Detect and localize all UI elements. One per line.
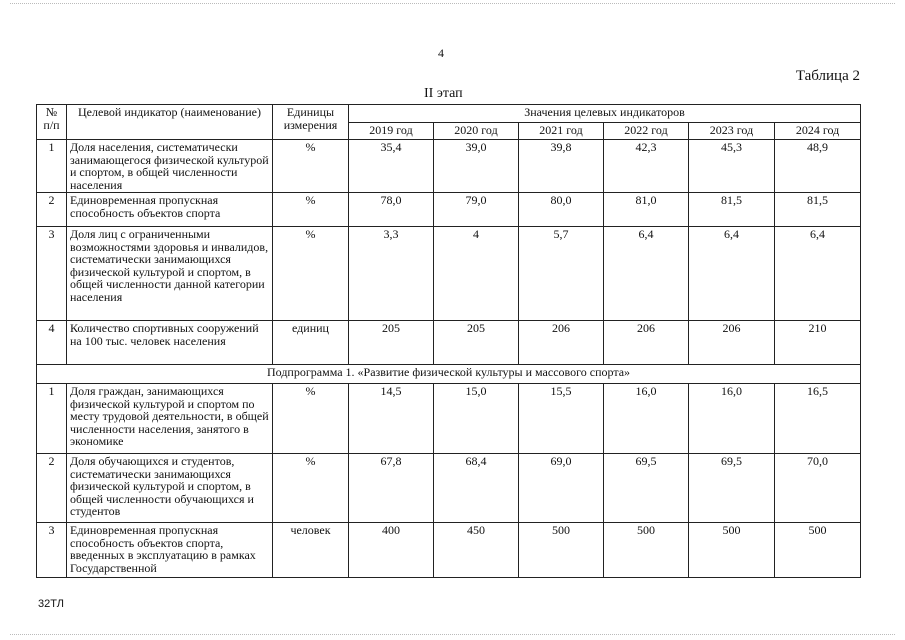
row-unit: %: [273, 193, 349, 227]
row-indicator: Доля населения, систематически занимающегося физической культурой и спортом, в общей численности населения: [67, 140, 273, 193]
row-num: 1: [37, 384, 67, 454]
row-value: 80,0: [519, 193, 604, 227]
row-value: 450: [434, 523, 519, 578]
subprogram-header-row: [37, 365, 861, 384]
row-num: 2: [37, 454, 67, 523]
header-year-2020: 2020 год: [434, 123, 519, 140]
row-value: 35,4: [349, 140, 434, 193]
row-value: 15,0: [434, 384, 519, 454]
row-value: 6,4: [689, 227, 775, 321]
row-indicator: Доля граждан, занимающихся физической культурой и спортом по месту трудовой деятельности, в общей численности населения, занятого в экономике: [67, 384, 273, 454]
row-value: 69,5: [604, 454, 689, 523]
row-value: 81,5: [689, 193, 775, 227]
header-year-2019: 2019 год: [349, 123, 434, 140]
header-year-2022: 2022 год: [604, 123, 689, 140]
table-row: [37, 193, 861, 227]
row-value: 81,5: [775, 193, 861, 227]
row-value: 42,3: [604, 140, 689, 193]
row-value: 5,7: [519, 227, 604, 321]
row-value: 69,5: [689, 454, 775, 523]
row-value: 16,0: [689, 384, 775, 454]
row-value: 500: [519, 523, 604, 578]
header-units: Единицы измерения: [273, 105, 349, 140]
row-value: 206: [519, 321, 604, 365]
row-unit: %: [273, 227, 349, 321]
row-value: 206: [604, 321, 689, 365]
row-indicator: Количество спортивных сооружений на 100 тыс. человек населения: [67, 321, 273, 365]
row-value: 48,9: [775, 140, 861, 193]
table-row: [37, 384, 861, 454]
table-row: [37, 454, 861, 523]
row-value: 68,4: [434, 454, 519, 523]
row-num: 1: [37, 140, 67, 193]
document-code: 32ТЛ: [38, 598, 64, 610]
row-value: 16,0: [604, 384, 689, 454]
row-value: 81,0: [604, 193, 689, 227]
row-value: 67,8: [349, 454, 434, 523]
header-year-2021: 2021 год: [519, 123, 604, 140]
row-num: 4: [37, 321, 67, 365]
row-value: 500: [689, 523, 775, 578]
row-num: 3: [37, 523, 67, 578]
header-indicator: Целевой индикатор (наименование): [67, 105, 273, 140]
row-value: 6,4: [604, 227, 689, 321]
row-value: 3,3: [349, 227, 434, 321]
row-unit: единиц: [273, 321, 349, 365]
table-row: [37, 523, 861, 578]
target-indicators-table: [36, 104, 861, 578]
row-value: 69,0: [519, 454, 604, 523]
scan-edge-top: [10, 3, 895, 4]
row-value: 39,8: [519, 140, 604, 193]
subprogram-title: Подпрограмма 1. «Развитие физической культуры и массового спорта»: [37, 365, 861, 384]
scan-edge-bottom: [10, 634, 895, 635]
row-unit: %: [273, 384, 349, 454]
row-value: 14,5: [349, 384, 434, 454]
row-value: 70,0: [775, 454, 861, 523]
row-indicator: Доля лиц с ограниченными возможностями здоровья и инвалидов, систематически занимающихся физической культурой и спортом, в общей численности данной категории населения: [67, 227, 273, 321]
row-value: 205: [349, 321, 434, 365]
row-num: 2: [37, 193, 67, 227]
table-row: [37, 140, 861, 193]
row-value: 78,0: [349, 193, 434, 227]
row-num: 3: [37, 227, 67, 321]
row-value: 500: [775, 523, 861, 578]
row-value: 400: [349, 523, 434, 578]
row-value: 16,5: [775, 384, 861, 454]
row-unit: человек: [273, 523, 349, 578]
header-values-group: Значения целевых индикаторов: [349, 105, 861, 123]
table-row: [37, 321, 861, 365]
row-value: 15,5: [519, 384, 604, 454]
page-number: 4: [438, 46, 444, 60]
row-value: 6,4: [775, 227, 861, 321]
row-indicator: Единовременная пропускная способность объектов спорта: [67, 193, 273, 227]
header-year-2023: 2023 год: [689, 123, 775, 140]
table-row: [37, 227, 861, 321]
row-value: 4: [434, 227, 519, 321]
header-num: № п/п: [37, 105, 67, 140]
row-value: 206: [689, 321, 775, 365]
row-value: 39,0: [434, 140, 519, 193]
row-unit: %: [273, 454, 349, 523]
stage-title: II этап: [424, 86, 463, 101]
row-indicator: Единовременная пропускная способность объектов спорта, введенных в эксплуатацию в рамках Государственной: [67, 523, 273, 578]
row-unit: %: [273, 140, 349, 193]
row-value: 205: [434, 321, 519, 365]
row-value: 45,3: [689, 140, 775, 193]
row-value: 500: [604, 523, 689, 578]
table-caption: Таблица 2: [795, 68, 860, 84]
row-indicator: Доля обучающихся и студентов, систематически занимающихся физической культурой и спортом, в общей численности обучающихся и студентов: [67, 454, 273, 523]
header-year-2024: 2024 год: [775, 123, 861, 140]
row-value: 210: [775, 321, 861, 365]
row-value: 79,0: [434, 193, 519, 227]
